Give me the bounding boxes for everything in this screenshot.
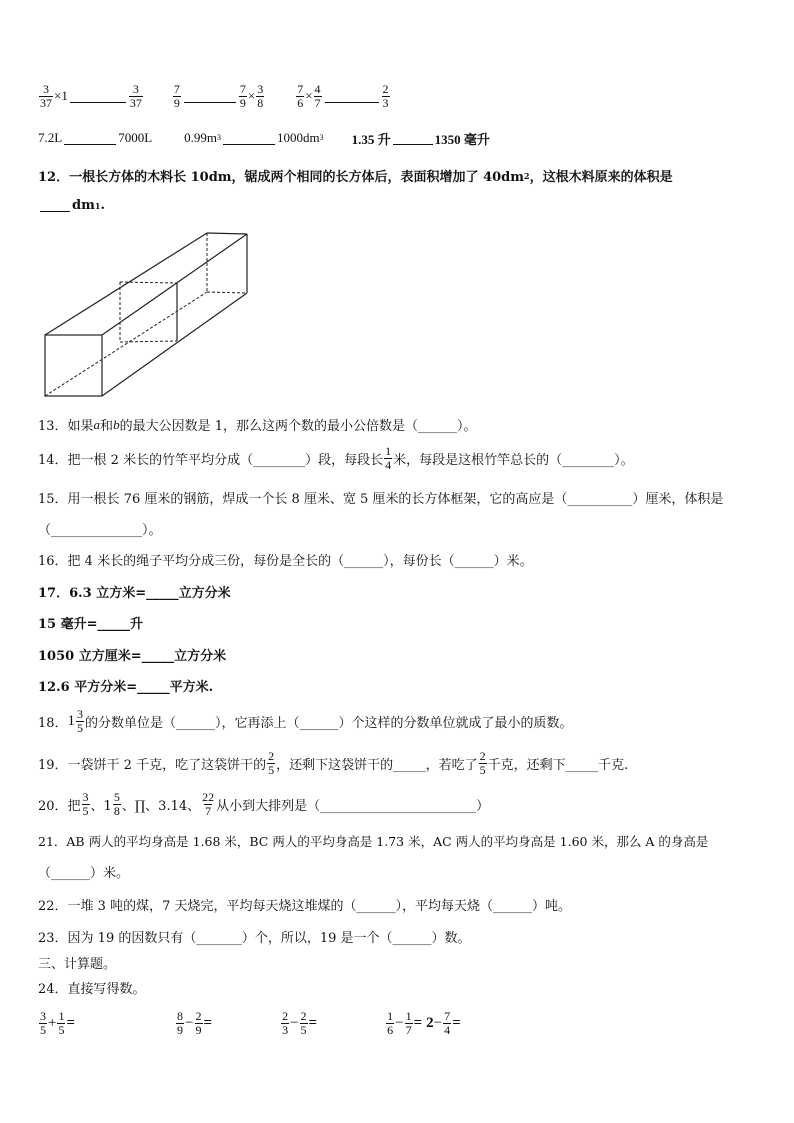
numerator: 8 bbox=[177, 1008, 184, 1023]
denominator: 5 bbox=[40, 1022, 46, 1037]
denominator: 5 bbox=[300, 1022, 307, 1037]
numerator: 7 bbox=[444, 1008, 451, 1023]
question-23: 23．因为 19 的因数只有（_______）个，所以，19 是一个（______）数。 bbox=[38, 931, 471, 946]
question-17-line-2: 15 毫升=_____升 bbox=[38, 617, 144, 632]
numerator: 3 bbox=[40, 1008, 46, 1023]
denominator: 9 bbox=[239, 95, 246, 110]
numerator: 7 bbox=[239, 81, 246, 96]
answer-blank[interactable] bbox=[393, 132, 433, 145]
question-12: 12．一根长方体的木料长 10dm，锯成两个相同的长方体后，表面积增加了 40dm 2 ，这根木料原来的体积是 bbox=[38, 170, 673, 185]
fraction bbox=[300, 1010, 308, 1037]
numerator: 5 bbox=[113, 789, 120, 804]
numerator: 2 bbox=[382, 81, 389, 96]
fraction bbox=[296, 83, 304, 110]
denominator: 8 bbox=[257, 95, 264, 110]
numerator: 3 bbox=[82, 789, 89, 804]
denominator: 5 bbox=[58, 1022, 65, 1037]
comparison-row-1: $\frac{3}{37}$ ×1 $\frac{3}{37}$ $\frac{7}{9}$ $\frac{7}{9}$ × $\frac{3}{8}$ $\frac{7}{6}$ × $\frac{4}{7}$ $\frac{2}{3}$ bbox=[40, 81, 389, 110]
denominator: 7 bbox=[405, 1022, 412, 1037]
question-15: 15．用一根长 76 厘米的钢筋，焊成一个长 8 厘米、宽 5 厘米的长方体框架，它的高应是（__________）厘米，体积是 bbox=[38, 492, 724, 507]
numerator: 2 bbox=[479, 748, 486, 763]
fraction bbox=[82, 791, 90, 818]
question-24-title: 24．直接写得数。 bbox=[38, 982, 146, 997]
numerator: 2 bbox=[282, 1008, 289, 1023]
denominator: 9 bbox=[195, 1022, 202, 1037]
fraction bbox=[129, 83, 143, 110]
numerator: 1 bbox=[58, 1008, 65, 1023]
fraction bbox=[39, 83, 53, 110]
fraction bbox=[479, 750, 487, 777]
denominator: 6 bbox=[297, 95, 304, 110]
front-face bbox=[45, 335, 102, 396]
question-12-answer: dm 1 . bbox=[38, 198, 105, 213]
question-19: 19．一袋饼干 2 千克，吃了这袋饼干的 $\frac{2}{5}$ ，还剩下这袋饼干的_____，若吃了 $\frac{2}{5}$ 千克，还剩下_____千克. bbox=[38, 748, 629, 777]
question-21-line-2: （______）米。 bbox=[38, 866, 130, 881]
denominator: 7 bbox=[314, 95, 321, 110]
fraction bbox=[384, 445, 392, 472]
fraction bbox=[176, 1010, 184, 1037]
fraction bbox=[201, 791, 215, 818]
question-20: 20．把 $\frac{3}{5}$ 、1 $\frac{5}{8}$ 、∏、3.14、 $\frac{22}{7}$ 从小到大排列是（________________________） bbox=[38, 789, 490, 818]
denominator: 7 bbox=[205, 803, 212, 818]
question-16: 16．把 4 米长的绳子平均分成三份，每份是全长的（______），每份长（______）米。 bbox=[38, 554, 533, 569]
fraction bbox=[386, 1010, 394, 1037]
denominator: 3 bbox=[282, 1022, 289, 1037]
fraction bbox=[57, 1010, 65, 1037]
question-18: 18． 1 $\frac{3}{5}$ 的分数单位是（______），它再添上（______）个这样的分数单位就成了最小的质数。 bbox=[38, 706, 573, 735]
numerator: 3 bbox=[132, 81, 139, 96]
answer-blank[interactable] bbox=[325, 90, 379, 103]
numerator: 2 bbox=[195, 1008, 202, 1023]
question-17-line-4: 12.6 平方分米=_____平方米. bbox=[38, 680, 214, 695]
fraction bbox=[239, 83, 247, 110]
denominator: 9 bbox=[173, 95, 180, 110]
answer-blank[interactable] bbox=[70, 90, 126, 103]
denominator: 4 bbox=[444, 1022, 451, 1037]
section-heading: 三、计算题。 bbox=[38, 957, 117, 972]
question-21: 21．AB 两人的平均身高是 1.68 米，BC 两人的平均身高是 1.73 米，AC 两人的平均身高是 1.60 米，那么 A 的身高是 bbox=[38, 834, 709, 849]
answer-blank[interactable] bbox=[64, 132, 116, 145]
fraction bbox=[76, 708, 84, 735]
numerator: 2 bbox=[300, 1008, 307, 1023]
fraction bbox=[382, 83, 390, 110]
fraction bbox=[39, 1010, 47, 1037]
fraction bbox=[443, 1010, 451, 1037]
comparison-row-2: 7.2L 7000L 0.99m 3 1000dm 3 1.35 升 1350 毫升 bbox=[38, 130, 490, 147]
numerator: 3 bbox=[77, 706, 84, 721]
numerator: 7 bbox=[173, 81, 180, 96]
denominator: 6 bbox=[387, 1022, 394, 1037]
denominator: 5 bbox=[77, 720, 84, 735]
denominator: 9 bbox=[177, 1022, 184, 1037]
denominator: 37 bbox=[129, 95, 142, 110]
numerator: 3 bbox=[43, 81, 49, 96]
denominator: 37 bbox=[40, 95, 52, 110]
fraction bbox=[405, 1010, 413, 1037]
question-17-line-1: 17．6.3 立方米=_____立方分米 bbox=[38, 586, 231, 601]
denominator: 3 bbox=[382, 95, 389, 110]
answer-blank[interactable] bbox=[184, 90, 236, 103]
denominator: 5 bbox=[479, 762, 486, 777]
fraction bbox=[314, 83, 322, 110]
cuboid-diagram bbox=[40, 228, 255, 400]
numerator: 1 bbox=[385, 443, 392, 458]
answer-blank[interactable] bbox=[40, 199, 70, 212]
fraction bbox=[267, 750, 275, 777]
question-15-line-2: （______________）。 bbox=[38, 523, 162, 538]
numerator: 1 bbox=[405, 1008, 412, 1023]
answer-blank[interactable] bbox=[223, 132, 275, 145]
fraction bbox=[113, 791, 121, 818]
denominator: 4 bbox=[385, 457, 392, 472]
numerator: 22 bbox=[202, 789, 215, 804]
denominator: 5 bbox=[268, 762, 275, 777]
question-14: 14．把一根 2 米长的竹竿平均分成（________）段，每段长 $\frac{1}{4}$ 米，每段是这根竹竿总长的（________）。 bbox=[38, 443, 634, 472]
fraction bbox=[256, 83, 264, 110]
fraction bbox=[281, 1010, 289, 1037]
numerator: 2 bbox=[268, 748, 275, 763]
fraction bbox=[173, 83, 181, 110]
fraction bbox=[195, 1010, 203, 1037]
numerator: 4 bbox=[314, 81, 321, 96]
numerator: 3 bbox=[257, 81, 264, 96]
question-17-line-3: 1050 立方厘米=_____立方分米 bbox=[38, 649, 227, 664]
denominator: 5 bbox=[82, 803, 89, 818]
denominator: 8 bbox=[113, 803, 120, 818]
question-13: 13．如果 a 和 b 的最大公因数是 1，那么这两个数的最小公倍数是（______）。 bbox=[38, 416, 477, 434]
numerator: 7 bbox=[297, 81, 304, 96]
question-22: 22．一堆 3 吨的煤，7 天烧完，平均每天烧这堆煤的（______），平均每天烧（______）吨。 bbox=[38, 899, 571, 914]
calc-row: $\frac{3}{5}$ + $\frac{1}{5}$ = $\frac{8}{9}$ − $\frac{2}{9}$ = $\frac{2}{3}$ − $\frac{2}{5}$ = $\frac{1}{6}$ − $\frac{1}{7}$ = 2 − $\frac{7}{4}$ = bbox=[40, 1008, 461, 1037]
numerator: 1 bbox=[387, 1008, 394, 1023]
